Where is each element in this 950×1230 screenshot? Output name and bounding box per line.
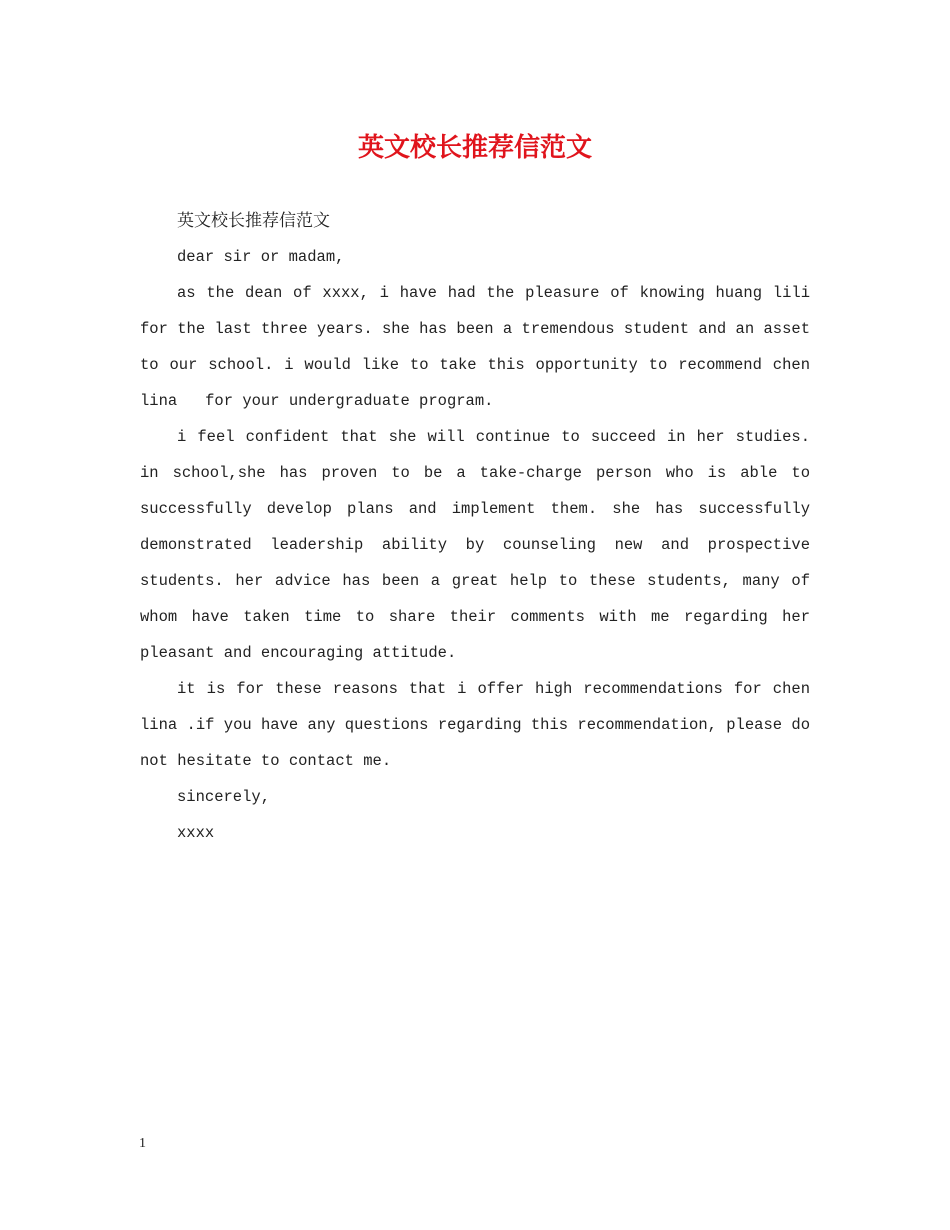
paragraph-line: demonstrated leadership ability by counseling new and prospective bbox=[140, 536, 810, 554]
paragraph-line: to our school. i would like to take this opportunity to recommend chen bbox=[140, 356, 810, 374]
letter-body bbox=[140, 203, 810, 851]
document-title: 英文校长推荐信范文 bbox=[357, 133, 592, 163]
page-number: 1 bbox=[139, 1136, 146, 1151]
paragraph-line: pleasant and encouraging attitude. bbox=[140, 644, 457, 662]
paragraph-line: students. her advice has been a great help to these students, many of bbox=[140, 572, 810, 590]
paragraph-line: for the last three years. she has been a tremendous student and an asset bbox=[140, 320, 810, 338]
paragraph-line: whom have taken time to share their comments with me regarding her bbox=[140, 608, 810, 626]
paragraph-line: lina for your undergraduate program. bbox=[140, 392, 494, 410]
paragraph-line: not hesitate to contact me. bbox=[140, 752, 392, 770]
paragraph-line: it is for these reasons that i offer high recommendations for chen bbox=[177, 680, 810, 698]
letter-closing: sincerely, bbox=[177, 788, 271, 806]
paragraph-line: i feel confident that she will continue to succeed in her studies. bbox=[177, 428, 810, 446]
paragraph-line: as the dean of xxxx, i have had the pleasure of knowing huang lili bbox=[177, 284, 810, 302]
letter-signature: xxxx bbox=[177, 824, 215, 842]
paragraph-line: lina .if you have any questions regarding this recommendation, please do bbox=[140, 716, 810, 734]
letter-salutation: dear sir or madam, bbox=[177, 248, 345, 266]
paragraph-line: in school,she has proven to be a take-charge person who is able to bbox=[140, 464, 810, 482]
letter-subtitle: 英文校长推荐信范文 bbox=[177, 211, 330, 231]
paragraph-line: successfully develop plans and implement them. she has successfully bbox=[140, 500, 810, 518]
